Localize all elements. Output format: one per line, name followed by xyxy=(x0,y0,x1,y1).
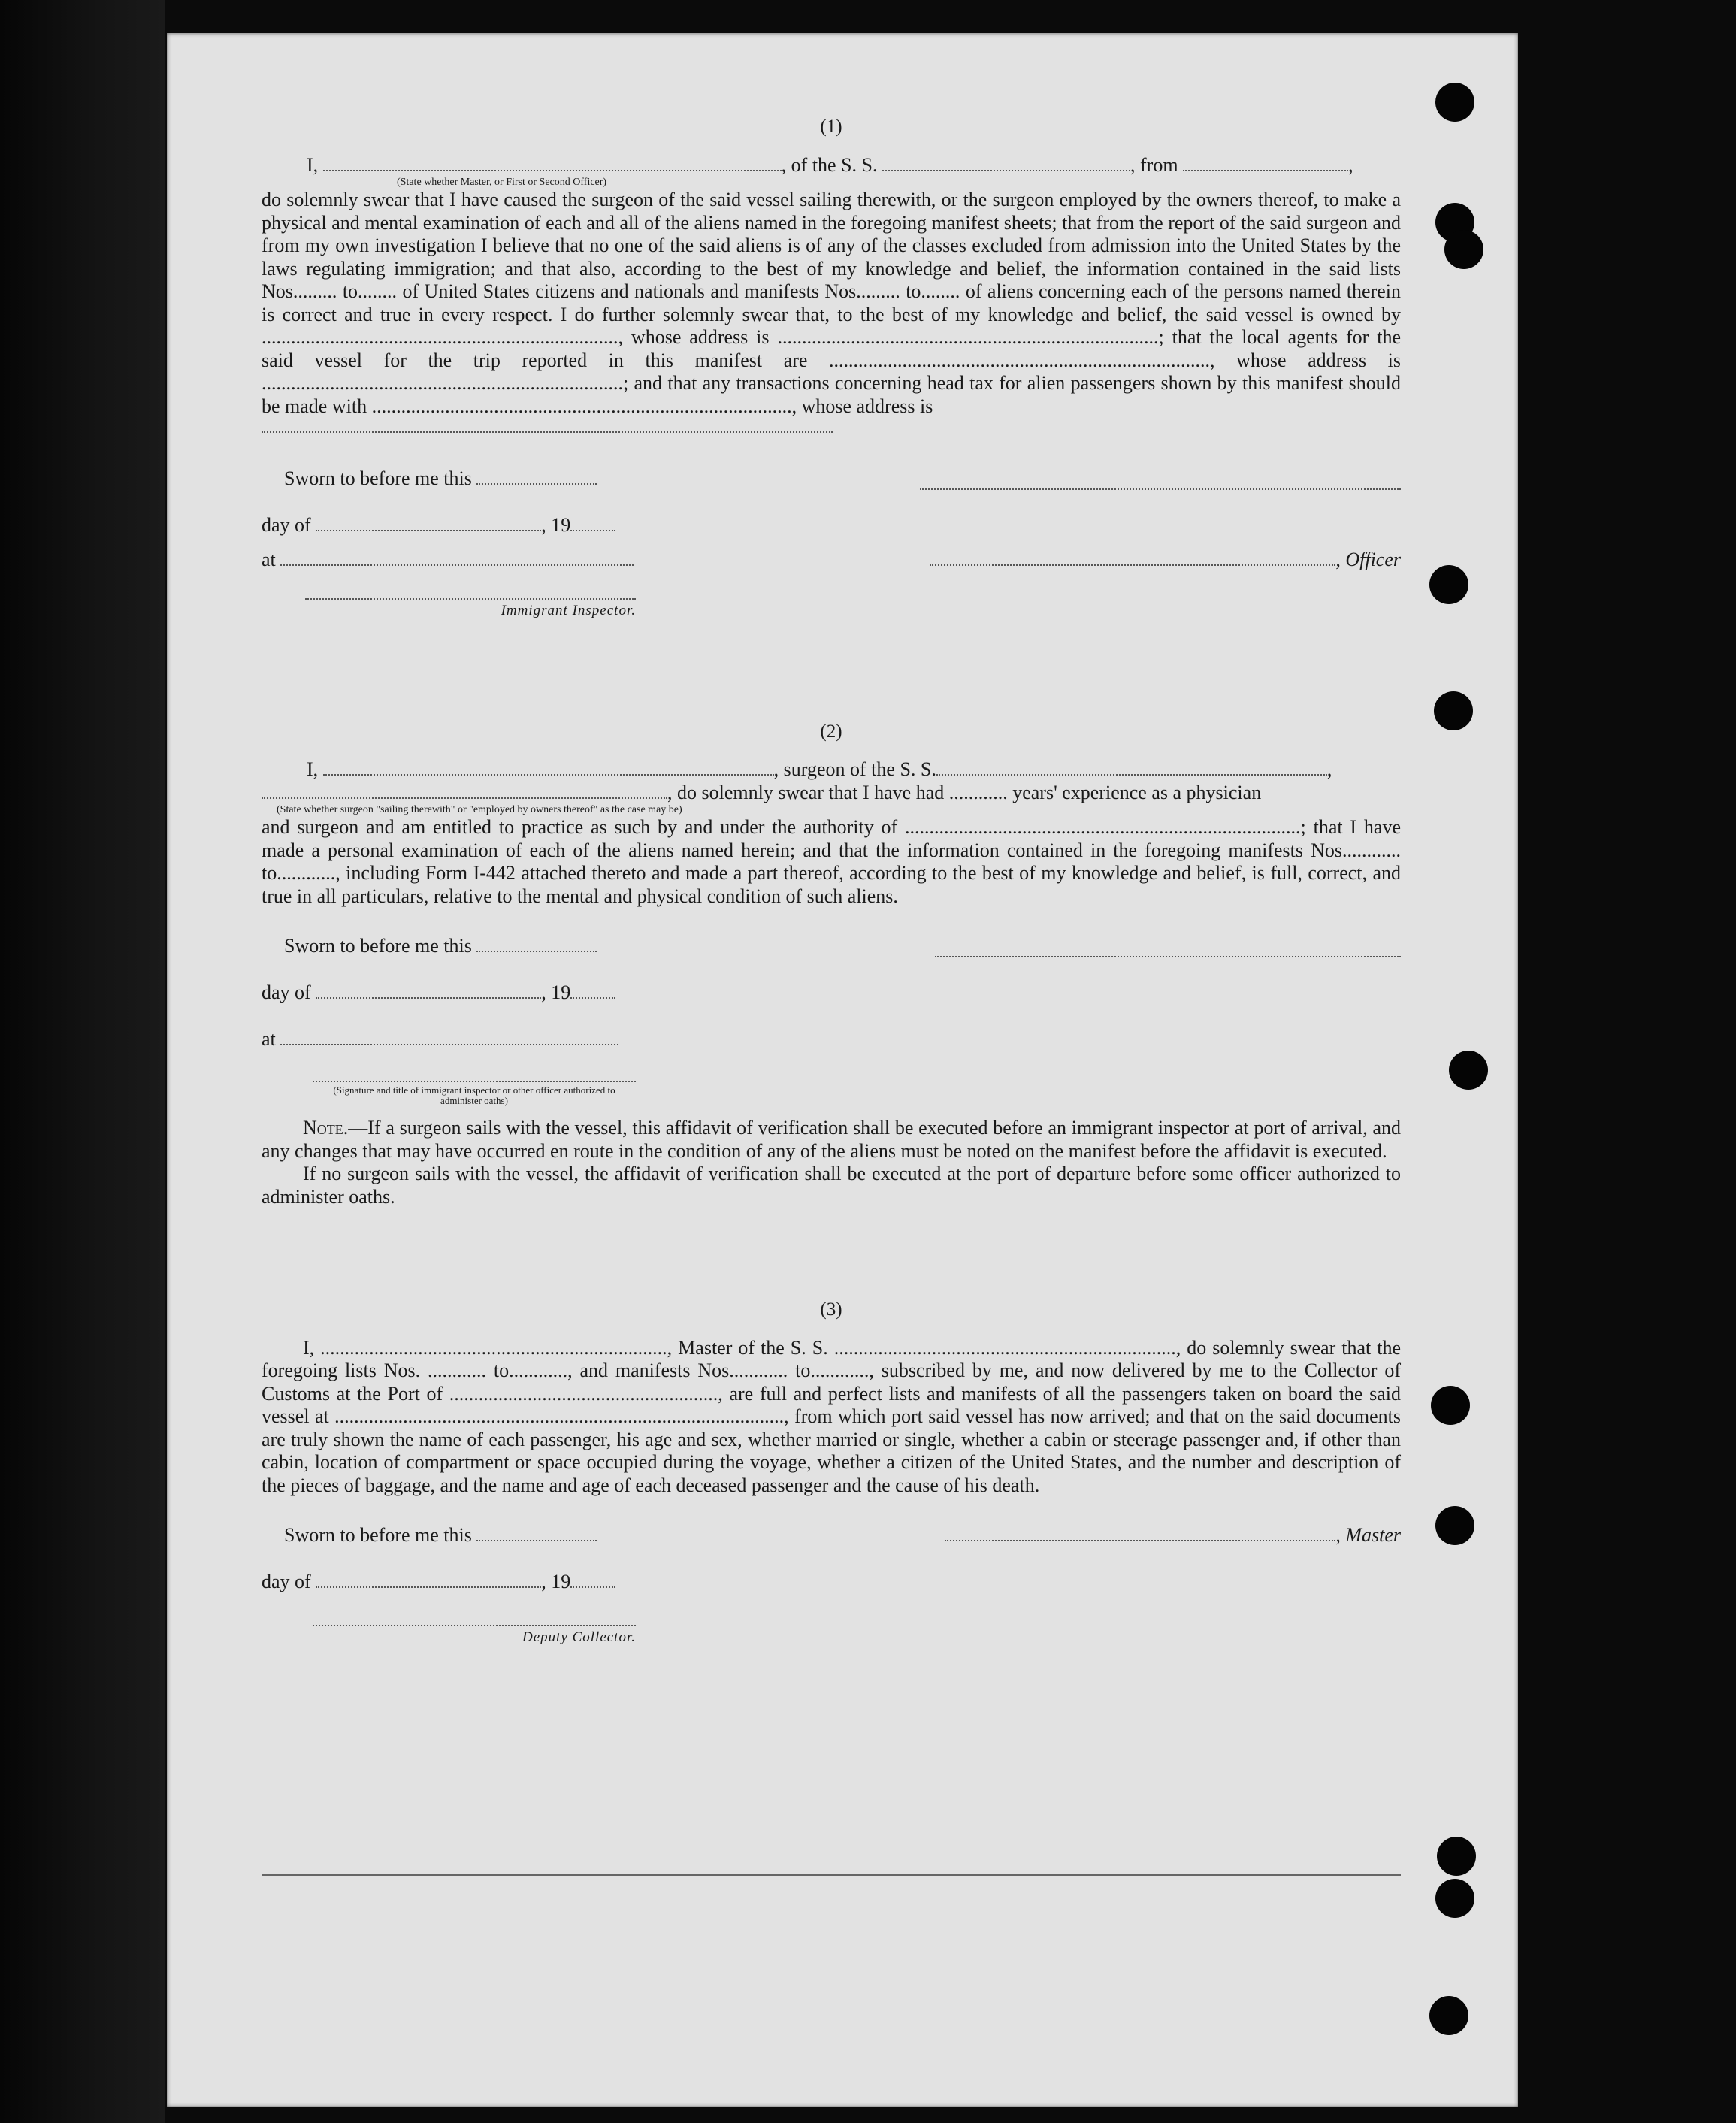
note-second-paragraph: If no surgeon sails with the vessel, the affidavit of verification shall be executed at the port of departure before some officer authorized to administer oaths. xyxy=(262,1163,1401,1208)
at-row-1 xyxy=(262,544,1401,571)
punch-hole xyxy=(1431,1386,1470,1425)
day-of-label: day of xyxy=(262,513,311,536)
day-row-1 xyxy=(262,510,1401,537)
year-field[interactable] xyxy=(570,1573,615,1588)
master-signature-field[interactable] xyxy=(945,1526,1335,1541)
ss-label: , of the S. S. xyxy=(781,153,878,176)
punch-hole xyxy=(1435,83,1474,122)
officer-rank-hint: (State whether Master, or First or Second Officer) xyxy=(397,177,607,188)
surgeon-type-field[interactable] xyxy=(262,784,667,799)
month-field[interactable] xyxy=(316,984,541,999)
i-label: I, xyxy=(307,758,319,780)
i-label: I, xyxy=(307,153,319,176)
sworn-row-2 xyxy=(262,930,1401,957)
punch-hole xyxy=(1435,1506,1474,1545)
sworn-day-field[interactable] xyxy=(476,1526,597,1541)
day-row-3 xyxy=(262,1566,1401,1593)
sworn-label: Sworn to before me this xyxy=(284,1523,472,1546)
section-3-number: (3) xyxy=(820,1299,842,1320)
scan-background xyxy=(0,0,165,2123)
at-label: at xyxy=(262,548,276,570)
experience-text: , do solemnly swear that I have had ............ years' experience as a physician xyxy=(667,781,1262,803)
section-2-body: and surgeon and am entitled to practice as such by and under the authority of .................................................................................; that I have made a personal examination of each of the aliens named herein; and that the information contained in the foregoing manifests Nos............ to............, including Form I-442 attached thereto and made a part thereof, according to the best of my knowledge and belief, is full, correct, and true in all particulars, relative to the mental and physical condition of such aliens. xyxy=(262,816,1401,907)
punch-hole xyxy=(1429,1996,1468,2035)
surgeon-label: , surgeon of the S. S. xyxy=(773,758,936,780)
from-label: , from xyxy=(1130,153,1178,176)
deputy-collector-caption: Deputy Collector. xyxy=(522,1629,636,1645)
authorized-officer-signature-line[interactable] xyxy=(313,1079,636,1082)
inspector-block xyxy=(305,597,636,623)
vessel-name-field[interactable] xyxy=(882,156,1130,171)
month-field[interactable] xyxy=(316,1573,541,1588)
section-1-body: do solemnly swear that I have caused the surgeon of the said vessel sailing therewith, or the surgeon employed by the owners thereof, to make a physical and mental examination of each and all of the aliens named in the foregoing manifest sheets; that from the report of the said surgeon and from my own investigation I believe that no one of the said aliens is of any of the classes excluded from admission into the United States by the laws regulating immigration; and that also, according to the best of my knowledge and belief, the information contained in the said lists Nos......... to........ of United States citizens and nationals and manifests Nos......... to........ of aliens concerning each of the persons named therein is correct and true in every respect. I do further solemnly swear that, to the best of my knowledge and belief, the said vessel is owned by ........................................................................., whose address is ..............................................................................; that the local agents for the said vessel for the trip reported in this manifest are .............................................................................., whose address is ..........................................................................; and that any transactions concerning head tax for alien passengers shown by this manifest should be made with ......................................................................................, whose address is xyxy=(262,189,1401,417)
authorized-officer-caption: (Signature and title of immigrant inspector or other officer authorized to administer oaths) xyxy=(333,1084,615,1106)
surgeon-type-hint: (State whether surgeon "sailing therewith" or "employed by owners thereof" as the case may be) xyxy=(277,804,682,815)
sworn-label: Sworn to before me this xyxy=(284,467,472,489)
sworn-row-1 xyxy=(262,463,1401,490)
note-label: Note. xyxy=(303,1117,349,1139)
year-field[interactable] xyxy=(570,984,615,999)
surgeon-signature-line[interactable] xyxy=(935,954,1401,957)
month-field[interactable] xyxy=(316,516,541,531)
day-row-2 xyxy=(262,977,1401,1004)
officer-rank-field[interactable] xyxy=(323,156,782,171)
section-2-number: (2) xyxy=(820,721,842,742)
place-field[interactable] xyxy=(280,551,634,566)
surgeon-name-field[interactable] xyxy=(323,761,774,776)
day-of-label: day of xyxy=(262,981,311,1003)
punch-hole xyxy=(1437,1837,1476,1876)
deputy-collector-block xyxy=(313,1623,636,1650)
section-2-second-line xyxy=(262,782,1401,805)
punch-hole xyxy=(1429,565,1468,604)
at-label: at xyxy=(262,1027,276,1050)
officer-signature-line[interactable] xyxy=(920,487,1401,490)
form-content xyxy=(262,116,1401,1650)
punch-hole xyxy=(1435,1879,1474,1918)
place-field[interactable] xyxy=(280,1030,618,1045)
section-1-first-line: I, , of the S. S. , from , xyxy=(307,153,1353,176)
note-paragraph xyxy=(262,1117,1401,1163)
section-2-first-line: I, , surgeon of the S. S. , xyxy=(307,758,1332,780)
sworn-label: Sworn to before me this xyxy=(284,934,472,957)
year-field[interactable] xyxy=(570,516,615,531)
officer-title-field[interactable] xyxy=(930,551,1335,566)
sworn-day-field[interactable] xyxy=(476,470,597,485)
bottom-rule xyxy=(262,1874,1401,1876)
inspector-caption: Immigrant Inspector. xyxy=(501,603,636,618)
surgeon-vessel-field[interactable] xyxy=(936,761,1327,776)
section-3-body: I, ......................................................................., Master of the S. S. ......................................................................, do solemnly swear that the foregoing lists Nos. ............ to............, and manifests Nos............ to............, subscribed by me, and now delivered by me to the Collector of Customs at the Port of ......................................................., are full and perfect lists and manifests of all the passengers taken on board the said vessel at ............................................................................................, from which port said vessel has now arrived; and that on the said documents are truly shown the name of each passenger, his age and sex, whether married or single, whether a cabin or steerage passenger and, if other than cabin, location of compartment or space occupied during the voyage, whether a citizen of the United States, and the number and description of the pieces of baggage, and the name and age of each deceased passenger and the cause of his death. xyxy=(262,1336,1401,1496)
authorized-officer-block xyxy=(313,1079,636,1106)
at-row-2 xyxy=(262,1024,1401,1051)
year-prefix: , 19 xyxy=(541,513,571,536)
form-page xyxy=(167,33,1518,2107)
address-continuation-field[interactable] xyxy=(262,418,833,433)
day-of-label: day of xyxy=(262,1570,311,1592)
section-1-number: (1) xyxy=(820,116,842,137)
punch-hole xyxy=(1444,230,1483,269)
from-port-field[interactable] xyxy=(1183,156,1348,171)
sworn-row-3 xyxy=(262,1520,1401,1547)
note-text: —If a surgeon sails with the vessel, this affidavit of verification shall be executed before an immigrant inspector at port of arrival, and any changes that may have occurred en route in the condition of any of the aliens must be noted on the manifest before the affidavit is executed. xyxy=(262,1117,1401,1162)
officer-label: , Officer xyxy=(1335,548,1401,570)
master-label: , Master xyxy=(1335,1523,1401,1546)
sworn-day-field[interactable] xyxy=(476,937,597,952)
year-prefix: , 19 xyxy=(541,981,571,1003)
punch-hole xyxy=(1434,691,1473,730)
year-prefix: , 19 xyxy=(541,1570,571,1592)
punch-hole xyxy=(1449,1051,1488,1090)
